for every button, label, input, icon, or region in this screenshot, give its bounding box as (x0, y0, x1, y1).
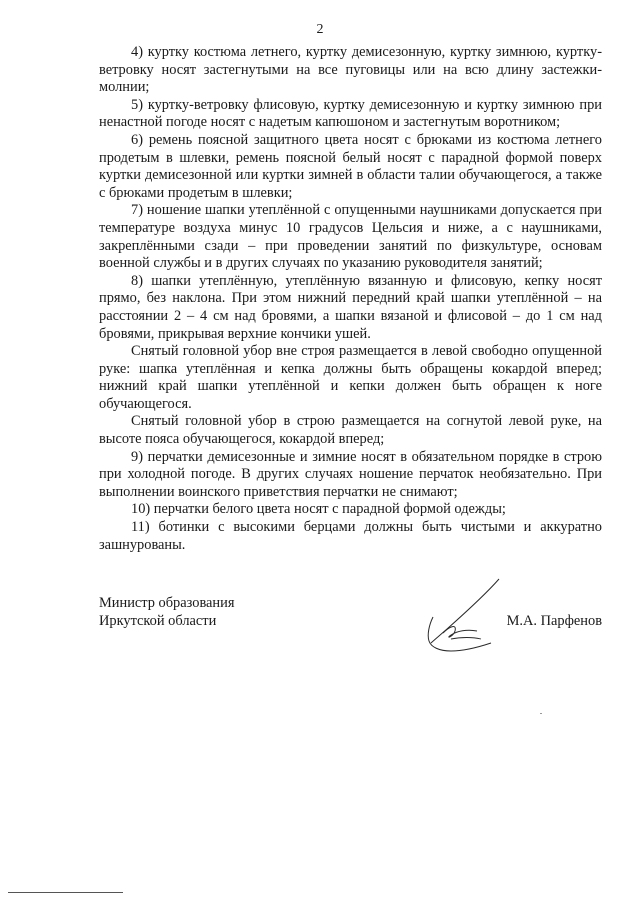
signer-position-line-2: Иркутской области (99, 612, 217, 629)
paragraph-item-11: 11) ботинки с высокими берцами должны быть чистыми и аккуратно зашнурованы. (99, 519, 602, 553)
paragraph-item-10: 10) перчатки белого цвета носят с парадной формой одежды; (131, 501, 506, 518)
paragraph-item-8: 8) шапки утеплённую, утеплённую вязанную и флисовую, кепку носят прямо, без наклона. При этом нижний передний край шапки утеплённой – на расстоянии 2 – 4 см над бровями, а шапки вязаной и флисовой – до 1 см над бровями, прикрывая верхние кончики ушей. (99, 272, 602, 342)
document-body (99, 44, 602, 554)
signer-name: М.А. Парфенов (506, 612, 602, 629)
page-number: 2 (316, 22, 324, 37)
paragraph-item-7: 7) ношение шапки утеплённой с опущенными наушниками допускается при температуре воздуха минус 10 градусов Цельсия и ниже, а с наушниками, закреплёнными сзади – при проведении занятий по физкультуре, основам военной службы и в других случаях по указанию руководителя занятий; (99, 202, 602, 272)
paragraph-item-4: 4) куртку костюма летнего, куртку демисезонную, куртку зимнюю, куртку-ветровку носят застегнутыми на все пуговицы или на всю длину застежки-молнии; (99, 44, 602, 96)
paragraph-item-6: 6) ремень поясной защитного цвета носят с брюками из костюма летнего продетым в шлевки, ремень поясной белый носят с парадной формой поверх куртки демисезонной или куртки зимней в области талии обучающегося, а также с брюками продетым в шлевки; (99, 131, 602, 201)
signature-block (99, 595, 602, 665)
signer-position (99, 595, 234, 630)
paragraph-item-9: 9) перчатки демисезонные и зимние носят в обязательном порядке в строю при холодной погоде. В других случаях ношение перчаток необязательно. При выполнении воинского приветствия перчатки не снимают; (99, 448, 602, 500)
signer-position-line-1: Министр образования (99, 595, 235, 611)
footer-rule (8, 892, 123, 893)
scan-speck (540, 713, 542, 714)
paragraph-headgear-in-formation: Снятый головной убор в строю размещается на согнутой левой руке, на высоте пояса обучающегося, кокардой вперед; (99, 413, 602, 448)
handwritten-signature (421, 577, 511, 655)
paragraph-headgear-outside-formation: Снятый головной убор вне строя размещается в левой свободно опущенной руке: шапка утеплённая и кепка должны быть обращены кокардой вперед; нижний край шапки утеплённой и кепки должен быть обращен к ноге обучающегося. (99, 343, 602, 412)
paragraph-item-5: 5) куртку-ветровку флисовую, куртку демисезонную и куртку зимнюю при ненастной погоде носят с надетым капюшоном и застегнутым воротником; (99, 96, 602, 131)
